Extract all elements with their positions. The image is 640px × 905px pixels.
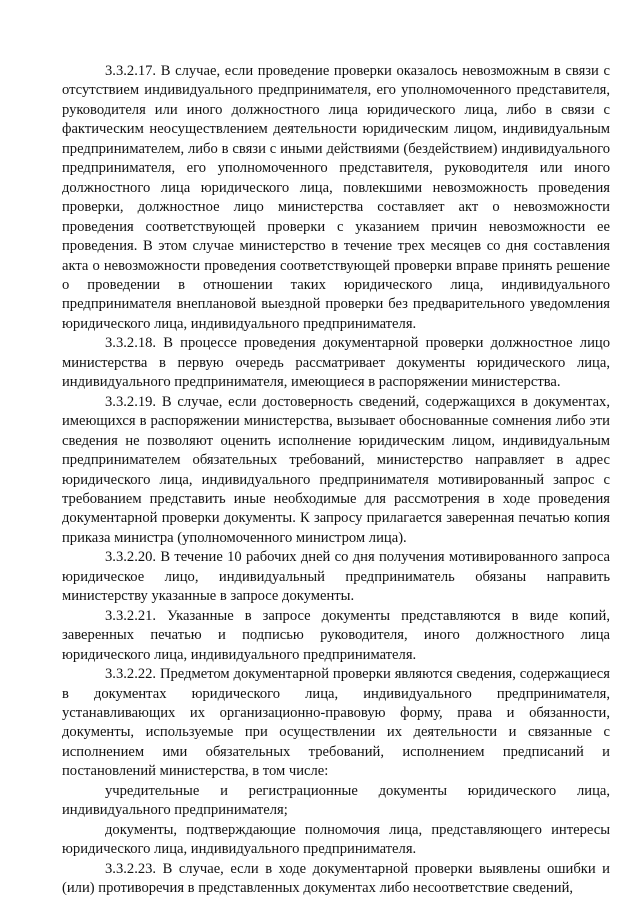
paragraph-3-3-2-17: 3.3.2.17. В случае, если проведение проверки оказалось невозможным в связи с отсутствием индивидуального предпринимателя, его уполномоченного представителя, руководителя или иного должностного лица юридического лица, либо в связи с фактическим неосуществлением деятельности юридическим лицом, индивидуальным предпринимателем, либо в связи с иными действиями (бездействием) индивидуального предпринимателя, его уполномоченного представителя, руководителя или иного должностного лица юридического лица, повлекшими невозможность проведения проверки, должностное лицо министерства составляет акт о невозможности проведения соответствующей проверки с указанием причин невозможности ее проведения. В этом случае министерство в течение трех месяцев со дня составления акта о невозможности проведения соответствующей проверки вправе принять решение о проведении в отношении таких юридического лица, индивидуального предпринимателя внеплановой выездной проверки без предварительного уведомления юридического лица, индивидуального предпринимателя. — [62, 63, 610, 332]
paragraph-3-3-2-18: 3.3.2.18. В процессе проведения документарной проверки должностное лицо министерства в первую очередь рассматривает документы юридического лица, индивидуального предпринимателя, имеющиеся в распоряжении министерства. — [62, 335, 610, 391]
paragraph-list-item-founding-documents: учредительные и регистрационные документы юридического лица, индивидуального предпринимателя; — [62, 782, 610, 819]
paragraph-3-3-2-23: 3.3.2.23. В случае, если в ходе документарной проверки выявлены ошибки и (или) противоречия в представленных документах либо несоответствие сведений, — [62, 860, 610, 897]
paragraph-3-3-2-19: 3.3.2.19. В случае, если достоверность сведений, содержащихся в документах, имеющихся в распоряжении министерства, вызывает обоснованные сомнения либо эти сведения не позволяют оценить исполнение юридическим лицом, индивидуальным предпринимателем обязательных требований, министерство направляет в адрес юридического лица, индивидуального предпринимателя мотивированный запрос с требованием представить иные необходимые для рассмотрения в ходе проведения документарной проверки документы. К запросу прилагается заверенная печатью копия приказа министра (уполномоченного министром лица). — [62, 393, 610, 546]
paragraph-3-3-2-22: 3.3.2.22. Предметом документарной проверки являются сведения, содержащиеся в документах юридического лица, индивидуального предпринимателя, устанавливающих их организационно-правовую форму, права и обязанности, документы, используемые при осуществлении их деятельности и связанные с исполнением ими обязательных требований, исполнением предписаний и постановлений министерства, в том числе: — [62, 666, 610, 780]
paragraph-3-3-2-21: 3.3.2.21. Указанные в запросе документы представляются в виде копий, заверенных печатью и подписью руководителя, иного должностного лица юридического лица, индивидуального предпринимателя. — [62, 607, 610, 663]
document-page — [62, 62, 610, 898]
paragraph-list-item-authority-documents: документы, подтверждающие полномочия лица, представляющего интересы юридического лица, индивидуального предпринимателя. — [62, 821, 610, 858]
paragraph-3-3-2-20: 3.3.2.20. В течение 10 рабочих дней со дня получения мотивированного запроса юридическое лицо, индивидуальный предприниматель обязаны направить министерству указанные в запросе документы. — [62, 549, 610, 605]
